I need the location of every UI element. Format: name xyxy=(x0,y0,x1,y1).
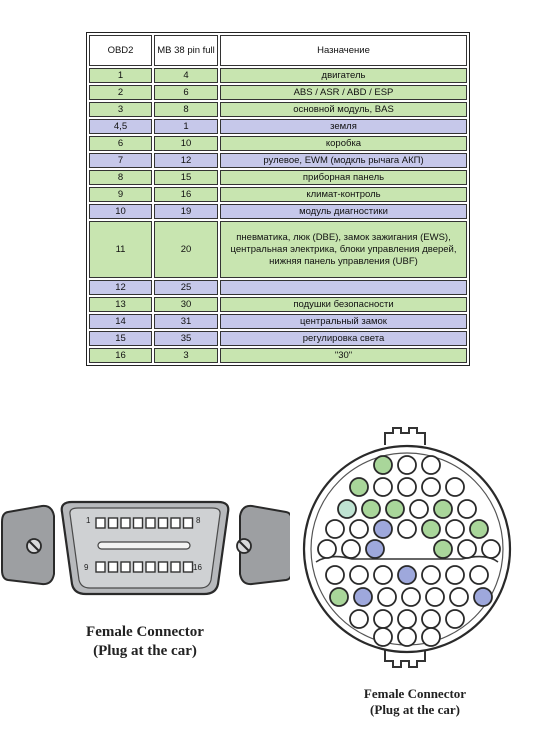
mb38-pin-socket xyxy=(398,628,416,646)
cell-mb: 16 xyxy=(154,187,218,202)
cell-purpose: коробка xyxy=(220,136,467,151)
obd2-pin-socket xyxy=(96,518,105,528)
mb38-pin-socket xyxy=(458,500,476,518)
cell-purpose: модуль диагностики xyxy=(220,204,467,219)
cell-purpose: климат-контроль xyxy=(220,187,467,202)
mb38-pin-socket xyxy=(398,478,416,496)
cell-obd2: 4,5 xyxy=(89,119,152,134)
cell-purpose xyxy=(220,280,467,295)
cell-obd2: 6 xyxy=(89,136,152,151)
table-row xyxy=(89,119,467,134)
mb38-pin-socket xyxy=(458,540,476,558)
mb38-pin-socket xyxy=(422,610,440,628)
pin-mapping-table xyxy=(86,32,470,366)
cell-obd2: 12 xyxy=(89,280,152,295)
table-row xyxy=(89,280,467,295)
mb38-pin-socket xyxy=(446,610,464,628)
obd2-pin-socket xyxy=(121,518,130,528)
cell-obd2: 14 xyxy=(89,314,152,329)
caption-title: Female Connector xyxy=(86,624,204,640)
mb38-connector-diagram xyxy=(290,425,530,680)
obd2-pin-socket xyxy=(121,562,130,572)
mb38-pin-socket xyxy=(378,588,396,606)
obd2-pin-socket xyxy=(171,562,180,572)
mb38-pin-socket xyxy=(350,520,368,538)
cell-mb: 12 xyxy=(154,153,218,168)
mb38-pin-socket xyxy=(374,478,392,496)
mb38-pin-socket xyxy=(446,478,464,496)
obd2-pin-socket xyxy=(184,518,193,528)
table-row xyxy=(89,314,467,329)
cell-mb: 19 xyxy=(154,204,218,219)
mb38-pin-socket xyxy=(474,588,492,606)
cell-purpose: пневматика, люк (DBE), замок зажигания (EWS), центральная электрика, блоки управления дверей, нижняя панель управления (UBF) xyxy=(220,221,467,278)
mb38-pin-socket xyxy=(374,456,392,474)
screw-hole-right xyxy=(237,539,251,553)
obd2-pin-socket xyxy=(109,562,118,572)
table-row xyxy=(89,348,467,363)
cell-purpose: основной модуль, BAS xyxy=(220,102,467,117)
cell-mb: 35 xyxy=(154,331,218,346)
mb38-pin-socket xyxy=(422,456,440,474)
cell-purpose: центральный замок xyxy=(220,314,467,329)
mb38-pin-socket xyxy=(350,478,368,496)
table-row xyxy=(89,102,467,117)
obd2-pin-label: 16 xyxy=(193,563,202,572)
obd2-pin-label: 9 xyxy=(84,563,89,572)
table-row xyxy=(89,136,467,151)
mb38-pin-socket xyxy=(422,478,440,496)
cell-obd2: 10 xyxy=(89,204,152,219)
cell-purpose: подушки безопасности xyxy=(220,297,467,312)
cell-purpose: регулировка света xyxy=(220,331,467,346)
cell-mb: 4 xyxy=(154,68,218,83)
mb38-pin-socket xyxy=(450,588,468,606)
cell-obd2: 1 xyxy=(89,68,152,83)
top-latch xyxy=(385,428,425,445)
caption-title: Female Connector xyxy=(363,686,467,701)
mb38-pin-socket xyxy=(398,566,416,584)
mb38-pin-socket xyxy=(362,500,380,518)
obd2-pin-socket xyxy=(146,518,155,528)
mb38-pin-socket xyxy=(326,520,344,538)
caption-subtitle: (Plug at the car) xyxy=(93,643,197,659)
obd2-connector-diagram xyxy=(0,490,290,615)
table-row xyxy=(89,85,467,100)
mb38-pin-socket xyxy=(350,566,368,584)
cell-purpose: приборная панель xyxy=(220,170,467,185)
screw-hole-left xyxy=(27,539,41,553)
mb38-pin-socket xyxy=(326,566,344,584)
mb38-pin-socket xyxy=(434,540,452,558)
obd2-pin-socket xyxy=(96,562,105,572)
table-row xyxy=(89,153,467,168)
mb38-pin-socket xyxy=(434,500,452,518)
mb38-pin-socket xyxy=(410,500,428,518)
cell-obd2: 7 xyxy=(89,153,152,168)
mb38-caption xyxy=(320,686,510,718)
cell-mb: 30 xyxy=(154,297,218,312)
cell-mb: 15 xyxy=(154,170,218,185)
cell-purpose: земля xyxy=(220,119,467,134)
cell-purpose: рулевое, EWM (модкль рычага АКП) xyxy=(220,153,467,168)
cell-obd2: 16 xyxy=(89,348,152,363)
table-row xyxy=(89,187,467,202)
mb38-pin-socket xyxy=(374,520,392,538)
mb38-pin-socket xyxy=(338,500,356,518)
mb38-pin-socket xyxy=(374,628,392,646)
obd2-pin-label: 1 xyxy=(86,516,91,525)
header-mb38: MB 38 pin full xyxy=(154,35,218,66)
cell-purpose: двигатель xyxy=(220,68,467,83)
obd2-pin-socket xyxy=(134,518,143,528)
mb38-pin-socket xyxy=(446,566,464,584)
table-row xyxy=(89,297,467,312)
mb38-pin-socket xyxy=(318,540,336,558)
cell-mb: 31 xyxy=(154,314,218,329)
mb38-pin-socket xyxy=(422,628,440,646)
cell-mb: 6 xyxy=(154,85,218,100)
table-row xyxy=(89,170,467,185)
mb38-pin-socket xyxy=(470,520,488,538)
mb38-pin-socket xyxy=(374,566,392,584)
obd2-key-slot xyxy=(98,542,190,549)
mb38-pin-socket xyxy=(398,520,416,538)
table-row xyxy=(89,204,467,219)
obd2-pin-socket xyxy=(171,518,180,528)
mb38-pin-socket xyxy=(422,566,440,584)
obd2-pin-socket xyxy=(109,518,118,528)
table-row xyxy=(89,68,467,83)
cell-mb: 10 xyxy=(154,136,218,151)
cell-mb: 3 xyxy=(154,348,218,363)
cell-mb: 25 xyxy=(154,280,218,295)
mb38-pin-socket xyxy=(470,566,488,584)
cell-obd2: 13 xyxy=(89,297,152,312)
obd2-pin-socket xyxy=(159,518,168,528)
mb38-pin-socket xyxy=(398,456,416,474)
cell-purpose: "30" xyxy=(220,348,467,363)
obd2-caption xyxy=(40,623,250,661)
cell-purpose: ABS / ASR / ABD / ESP xyxy=(220,85,467,100)
mb38-pin-socket xyxy=(402,588,420,606)
mb38-pin-socket xyxy=(482,540,500,558)
mb38-pin-socket xyxy=(342,540,360,558)
cell-mb: 8 xyxy=(154,102,218,117)
cell-mb: 20 xyxy=(154,221,218,278)
header-purpose: Назначение xyxy=(220,35,467,66)
cell-obd2: 3 xyxy=(89,102,152,117)
cell-obd2: 15 xyxy=(89,331,152,346)
caption-subtitle: (Plug at the car) xyxy=(370,702,460,717)
mb38-pin-socket xyxy=(422,520,440,538)
mb38-pin-socket xyxy=(330,588,348,606)
cell-obd2: 8 xyxy=(89,170,152,185)
mb38-pin-socket xyxy=(426,588,444,606)
obd2-pin-label: 8 xyxy=(196,516,201,525)
header-obd2: OBD2 xyxy=(89,35,152,66)
mb38-pin-socket xyxy=(386,500,404,518)
cell-mb: 1 xyxy=(154,119,218,134)
cell-obd2: 2 xyxy=(89,85,152,100)
cell-obd2: 11 xyxy=(89,221,152,278)
obd2-pin-socket xyxy=(184,562,193,572)
obd2-pin-socket xyxy=(146,562,155,572)
obd2-pin-socket xyxy=(159,562,168,572)
mb38-pin-socket xyxy=(350,610,368,628)
obd2-pin-socket xyxy=(134,562,143,572)
mb38-pin-socket xyxy=(446,520,464,538)
mb38-pin-socket xyxy=(374,610,392,628)
table-row xyxy=(89,221,467,278)
mb38-pin-socket xyxy=(398,610,416,628)
mb38-pin-socket xyxy=(366,540,384,558)
cell-obd2: 9 xyxy=(89,187,152,202)
table-header-row xyxy=(89,35,467,66)
mb38-pin-socket xyxy=(354,588,372,606)
table-row xyxy=(89,331,467,346)
